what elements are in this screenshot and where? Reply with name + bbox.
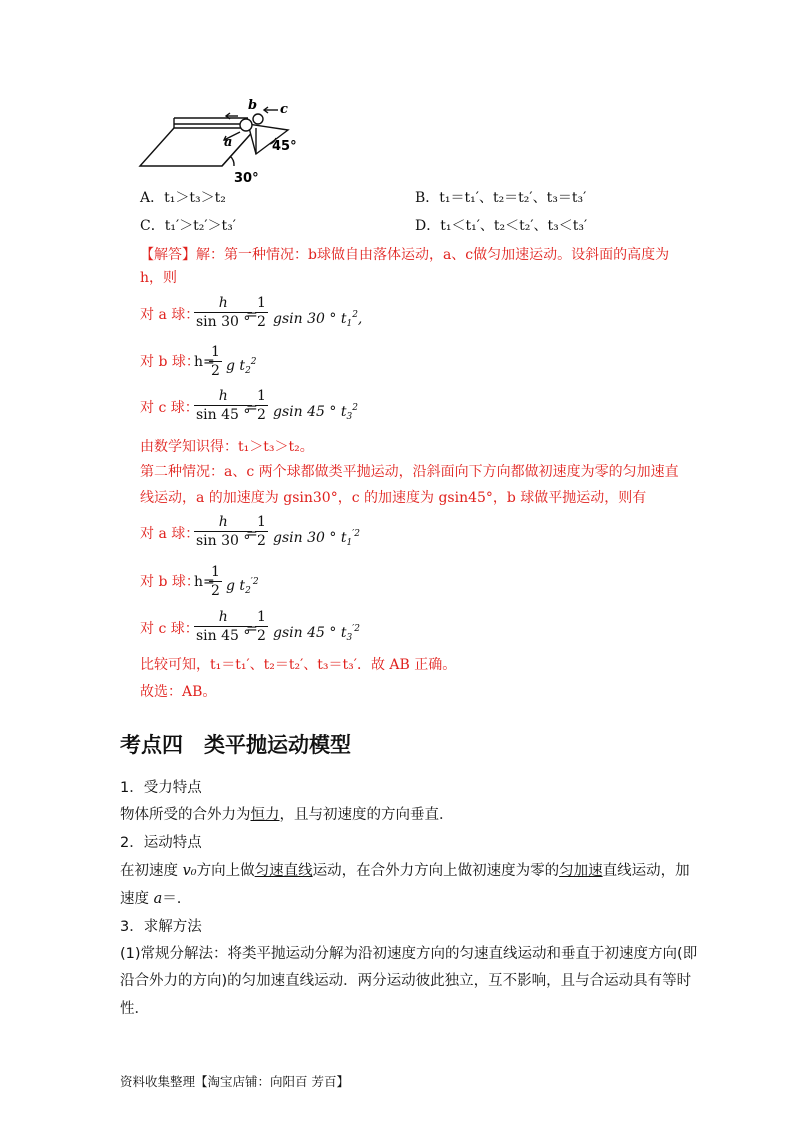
t-symbol: t bbox=[340, 625, 347, 641]
incline-figure bbox=[138, 94, 308, 186]
answer-line-1: 【解答】解：第一种情况：b球做自由落体运动，a、c做匀加速运动。设斜面的高度为 bbox=[140, 247, 670, 263]
t-symbol: t bbox=[239, 578, 246, 594]
half-den: 2 bbox=[211, 363, 220, 379]
gsin30: gsin 30 ° bbox=[273, 311, 337, 327]
h-equals: h= bbox=[194, 354, 215, 370]
frac-den: sin 45 ° bbox=[196, 628, 251, 644]
frac-num: h bbox=[218, 514, 228, 530]
half-den: 2 bbox=[211, 583, 220, 599]
equals: = bbox=[246, 526, 258, 542]
option-d: D．t₁＜t₁′、t₂＜t₂′、t₃＜t₃′ bbox=[415, 218, 588, 234]
t-symbol: t bbox=[239, 358, 246, 374]
g-symbol: g bbox=[226, 578, 235, 594]
gsin45: gsin 45 ° bbox=[273, 625, 337, 641]
frac-half-b bbox=[209, 563, 222, 600]
item2-line2 bbox=[120, 888, 181, 910]
figure-label-b: b bbox=[248, 98, 258, 113]
item1-pre: 物体所受的合外力为 bbox=[120, 807, 251, 823]
frac-h-sin30 bbox=[194, 513, 252, 550]
item2-underlined-1: 匀速直线 bbox=[254, 863, 313, 879]
eq-label-a-2: 对 a 球： bbox=[140, 526, 200, 542]
equation-b-1 bbox=[140, 343, 500, 383]
equals: = bbox=[246, 621, 258, 637]
eq-label-b-2: 对 b 球： bbox=[140, 574, 200, 590]
frac-h-sin45 bbox=[194, 608, 252, 645]
item1-text bbox=[120, 804, 454, 826]
figure-label-a: a bbox=[224, 135, 233, 150]
item2-mid3: 直线运动，加 bbox=[602, 863, 690, 879]
gsin30: gsin 30 ° bbox=[273, 530, 337, 546]
half-den: 2 bbox=[257, 628, 266, 644]
t-symbol: t bbox=[340, 530, 347, 546]
equation-b-2 bbox=[140, 563, 500, 603]
half-num: 1 bbox=[211, 564, 220, 580]
figure-angle-45: 45° bbox=[272, 139, 297, 154]
conclusion-1: 由数学知识得：t₁＞t₃＞t₂。 bbox=[140, 439, 314, 455]
case2-line-1: 第二种情况：a、c 两个球都做类平抛运动，沿斜面向下方向都做初速度为零的匀加速直 bbox=[140, 464, 679, 480]
frac-h-sin45 bbox=[194, 387, 252, 424]
frac-num: h bbox=[218, 295, 228, 311]
equation-a-1 bbox=[140, 294, 500, 338]
g-t2-term: g $t_2^2$ bbox=[226, 357, 257, 376]
item2-line2-pre: 速度 bbox=[120, 891, 154, 907]
item2-underlined-2: 匀加速 bbox=[559, 863, 603, 879]
half-num: 1 bbox=[257, 295, 266, 311]
option-b: B．t₁＝t₁′、t₂＝t₂′、t₃＝t₃′ bbox=[415, 190, 587, 206]
h-equals: h= bbox=[194, 574, 215, 590]
frac-half bbox=[255, 387, 268, 424]
footer-text: 资料收集整理【淘宝店铺：向阳百 芳百】 bbox=[120, 1074, 349, 1089]
item3-line3: 性． bbox=[120, 1001, 149, 1017]
eq-label-b-1: 对 b 球： bbox=[140, 354, 200, 370]
frac-half bbox=[255, 608, 268, 645]
frac-den: sin 30 ° bbox=[196, 533, 251, 549]
equals: = bbox=[246, 400, 258, 416]
item1-post: ，且与初速度的方向垂直． bbox=[279, 807, 454, 823]
gsin30-term: gsin 30 ° $t_1^2$, bbox=[273, 310, 363, 329]
item1-title: 1．受力特点 bbox=[120, 780, 202, 796]
half-den: 2 bbox=[257, 314, 266, 330]
item2-line1 bbox=[120, 860, 690, 882]
equation-c-2 bbox=[140, 608, 500, 652]
frac-num: h bbox=[218, 388, 228, 404]
option-c: C．t₁′＞t₂′＞t₃′ bbox=[140, 218, 236, 234]
frac-half bbox=[255, 513, 268, 550]
t-symbol: t bbox=[340, 311, 347, 327]
option-a: A．t₁＞t₃＞t₂ bbox=[140, 190, 226, 206]
gsin45-term-2: gsin 45 ° $t_3^{'2}$ bbox=[273, 624, 360, 643]
equals: = bbox=[246, 307, 258, 323]
compare-line: 比较可知，t₁＝t₁′、t₂＝t₂′、t₃＝t₃′．故 AB 正确。 bbox=[140, 657, 457, 673]
figure-angle-30: 30° bbox=[234, 171, 259, 186]
g-symbol: g bbox=[226, 358, 235, 374]
frac-half-b bbox=[209, 343, 222, 380]
item3-line1: (1)常规分解法：将类平抛运动分解为沿初速度方向的匀速直线运动和垂直于初速度方向(即 bbox=[120, 946, 698, 962]
eq-label-c-2: 对 c 球： bbox=[140, 621, 199, 637]
section-title: 考点四 类平抛运动模型 bbox=[120, 733, 351, 757]
frac-den: sin 30 ° bbox=[196, 314, 251, 330]
frac-den: sin 45 ° bbox=[196, 407, 251, 423]
g-t2-term-2: g $t_2^{'2}$ bbox=[226, 577, 259, 596]
frac-half bbox=[255, 294, 268, 331]
equation-a-2 bbox=[140, 513, 500, 557]
half-num: 1 bbox=[257, 514, 266, 530]
half-num: 1 bbox=[257, 609, 266, 625]
a-symbol: a bbox=[153, 891, 163, 907]
item3-line2: 沿合外力的方向)的匀加速直线运动．两分运动彼此独立，互不影响，且与合运动具有等时 bbox=[120, 973, 692, 989]
equation-c-1 bbox=[140, 387, 500, 431]
half-num: 1 bbox=[211, 344, 220, 360]
choose-line: 故选：AB。 bbox=[140, 684, 217, 700]
gsin30-term-2: gsin 30 ° $t_1^{'2}$ bbox=[273, 529, 360, 548]
item2-pre: 在初速度 bbox=[120, 863, 183, 879]
item2-mid1: 方向上做 bbox=[196, 863, 255, 879]
frac-num: h bbox=[218, 609, 228, 625]
item2-mid2: 运动，在合外力方向上做初速度为零的 bbox=[312, 863, 560, 879]
gsin45: gsin 45 ° bbox=[273, 404, 337, 420]
answer-line-2: h，则 bbox=[140, 270, 178, 286]
eq-label-c-1: 对 c 球： bbox=[140, 400, 199, 416]
half-den: 2 bbox=[257, 533, 266, 549]
t-symbol: t bbox=[340, 404, 347, 420]
half-num: 1 bbox=[257, 388, 266, 404]
item2-title: 2．运动特点 bbox=[120, 835, 202, 851]
item1-underlined: 恒力 bbox=[250, 807, 280, 823]
eq-label-a-1: 对 a 球： bbox=[140, 307, 200, 323]
case2-line-2: 线运动，a 的加速度为 gsin30°，c 的加速度为 gsin45°，b 球做平抛运动，则有 bbox=[140, 490, 647, 506]
v0-symbol: v₀ bbox=[182, 863, 197, 879]
gsin45-term: gsin 45 ° $t_3^2$ bbox=[273, 403, 358, 422]
item3-title: 3．求解方法 bbox=[120, 919, 202, 935]
item2-line2-post: ＝. bbox=[162, 891, 182, 907]
frac-h-sin30 bbox=[194, 294, 252, 331]
figure-label-c: c bbox=[280, 102, 288, 117]
half-den: 2 bbox=[257, 407, 266, 423]
